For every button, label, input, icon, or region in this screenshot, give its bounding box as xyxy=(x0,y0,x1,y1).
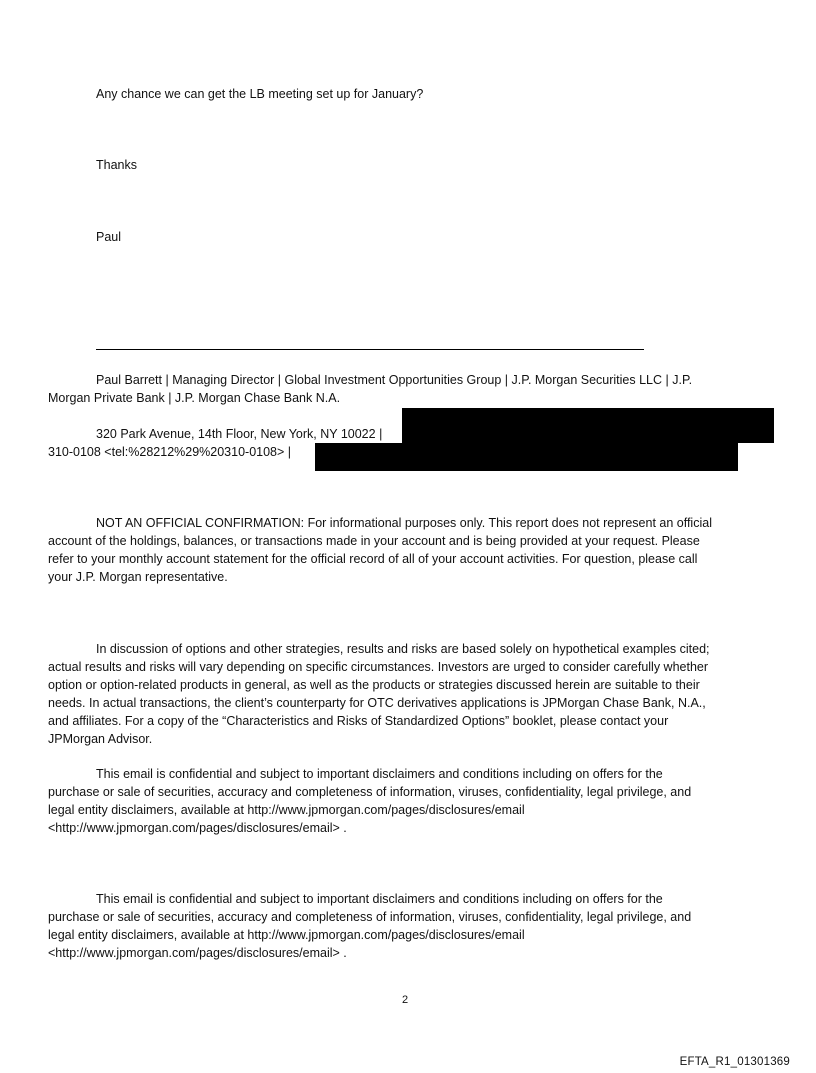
bates-number: EFTA_R1_01301369 xyxy=(679,1056,790,1068)
not-official-disclaimer: NOT AN OFFICIAL CONFIRMATION: For informational purposes only. This report does not represent an official account of the holdings, balances, or transactions made in your account and is being provided at your request. Please refer to your monthly account statement for the official record of all of your account activities. For question, please call your J.P. Morgan representative. xyxy=(48,516,712,584)
redaction-block xyxy=(402,408,774,443)
signature-line-2: Morgan Private Bank | J.P. Morgan Chase Bank N.A. xyxy=(48,391,341,405)
signature-phone: 310-0108 <tel:%28212%29%20310-0108> | xyxy=(48,445,292,459)
signature-address: 320 Park Avenue, 14th Floor, New York, NY 10022 | xyxy=(96,427,383,441)
confidentiality-disclaimer: This email is confidential and subject to important disclaimers and conditions including on offers for the purchase or sale of securities, accuracy and completeness of information, viruses, confidentiality, legal privilege, and legal entity disclaimers, available at http://www.jpmorgan.com/pages/disclosures/email <http://www.jpmorgan.com/pages/disclosures/email> . xyxy=(48,767,692,835)
email-body-thanks: Thanks xyxy=(96,158,137,172)
options-disclaimer: In discussion of options and other strategies, results and risks are based solely on hypothetical examples cited; actual results and risks will vary depending on specific circumstances. Investors are urged to consider carefully whether option or option-related products in general, as well as the products or strategies discussed herein are suitable to their needs. In actual transactions, the client’s counterparty for OTC derivatives applications is JPMorgan Chase Bank, N.A., and affiliates. For a copy of the “Characteristics and Risks of Standardized Options” booklet, please contact your JPMorgan Advisor. xyxy=(48,642,710,746)
redaction-block xyxy=(315,443,738,471)
confidentiality-disclaimer-repeat: This email is confidential and subject to important disclaimers and conditions including on offers for the purchase or sale of securities, accuracy and completeness of information, viruses, confidentiality, legal privilege, and legal entity disclaimers, available at http://www.jpmorgan.com/pages/disclosures/email <http://www.jpmorgan.com/pages/disclosures/email> . xyxy=(48,892,692,960)
page-number: 2 xyxy=(402,994,409,1006)
email-body-signoff: Paul xyxy=(96,230,122,244)
email-body-line: Any chance we can get the LB meeting set up for January? xyxy=(96,87,424,101)
signature-line-1: Paul Barrett | Managing Director | Global Investment Opportunities Group | J.P. Morgan Securities LLC | J.P. xyxy=(96,373,693,387)
signature-divider xyxy=(96,349,644,350)
